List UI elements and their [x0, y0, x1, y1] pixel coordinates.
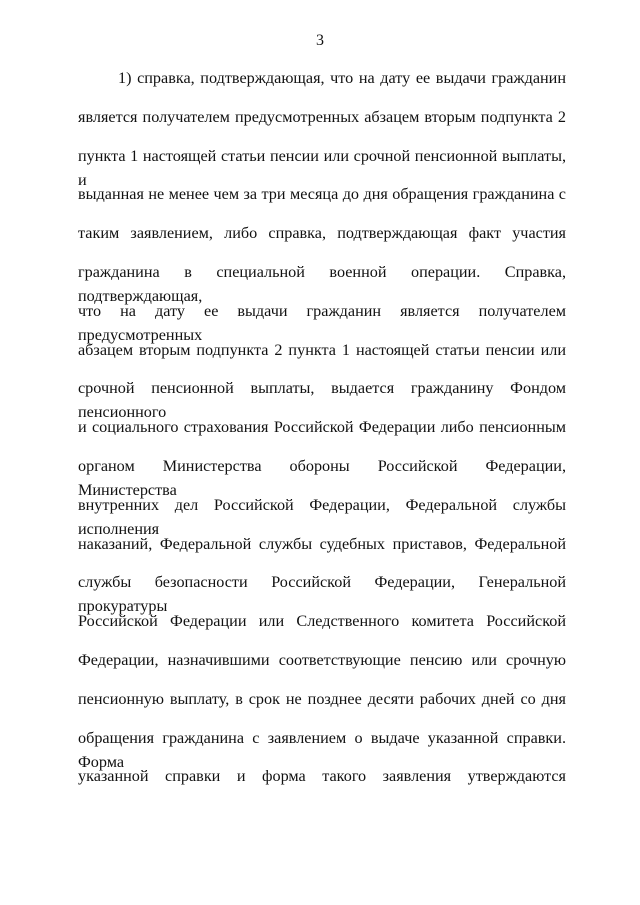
text-line-content: указанной справки и форма такого заявления утверждаются	[78, 767, 566, 786]
text-line-content: выданная не менее чем за три месяца до дня обращения гражданина с	[78, 185, 566, 204]
text-line	[78, 493, 566, 538]
text-line-content: гражданина в специальной военной операции. Справка, подтверждающая,	[78, 262, 566, 305]
text-line	[78, 221, 566, 260]
text-line	[78, 105, 566, 144]
text-line	[78, 726, 566, 771]
text-line-content: абзацем вторым подпункта 2 пункта 1 настоящей статьи пенсии или	[78, 340, 566, 359]
text-line	[78, 648, 566, 687]
text-line-content: что на дату ее выдачи гражданин является получателем предусмотренных	[78, 301, 566, 344]
text-line	[78, 66, 566, 105]
text-line	[78, 764, 566, 803]
text-line	[78, 299, 566, 344]
text-line-content: является получателем предусмотренных абзацем вторым подпункта 2	[78, 107, 566, 126]
text-line-content: срочной пенсионной выплаты, выдается гражданину Фондом пенсионного	[78, 379, 566, 422]
text-line	[78, 376, 566, 422]
page-number: 3	[316, 32, 324, 49]
text-line-content: пункта 1 настоящей статьи пенсии или срочной пенсионной выплаты, и	[78, 146, 566, 189]
text-line-content: органом Министерства обороны Российской Федерации, Министерства	[78, 456, 566, 499]
text-line	[78, 338, 566, 377]
text-line	[78, 609, 566, 648]
text-line	[78, 570, 566, 616]
text-line-content: внутренних дел Российской Федерации, Федеральной службы исполнения	[78, 495, 566, 538]
text-line	[78, 144, 566, 189]
text-line-content: таким заявлением, либо справка, подтверждающая факт участия	[78, 224, 566, 243]
text-line-content: 1) справка, подтверждающая, что на дату ее выдачи гражданин	[118, 69, 566, 87]
text-line	[78, 415, 566, 454]
text-line-content: Федерации, назначившими соответствующие пенсию или срочную	[78, 650, 566, 669]
text-line	[78, 260, 566, 305]
text-line-content: службы безопасности Российской Федерации, Генеральной прокуратуры	[78, 573, 566, 616]
text-line	[78, 687, 566, 726]
text-line-content: наказаний, Федеральной службы судебных приставов, Федеральной	[78, 534, 566, 553]
text-line-content: Российской Федерации или Следственного комитета Российской	[78, 612, 566, 631]
text-line-content: и социального страхования Российской Федерации либо пенсионным	[78, 418, 566, 437]
text-line-content: пенсионную выплату, в срок не позднее десяти рабочих дней со дня	[78, 689, 566, 708]
text-line	[78, 182, 566, 221]
text-line	[78, 454, 566, 499]
text-line	[78, 532, 566, 571]
text-line-content: обращения гражданина с заявлением о выдаче указанной справки. Форма	[78, 728, 566, 771]
document-body	[78, 66, 566, 803]
